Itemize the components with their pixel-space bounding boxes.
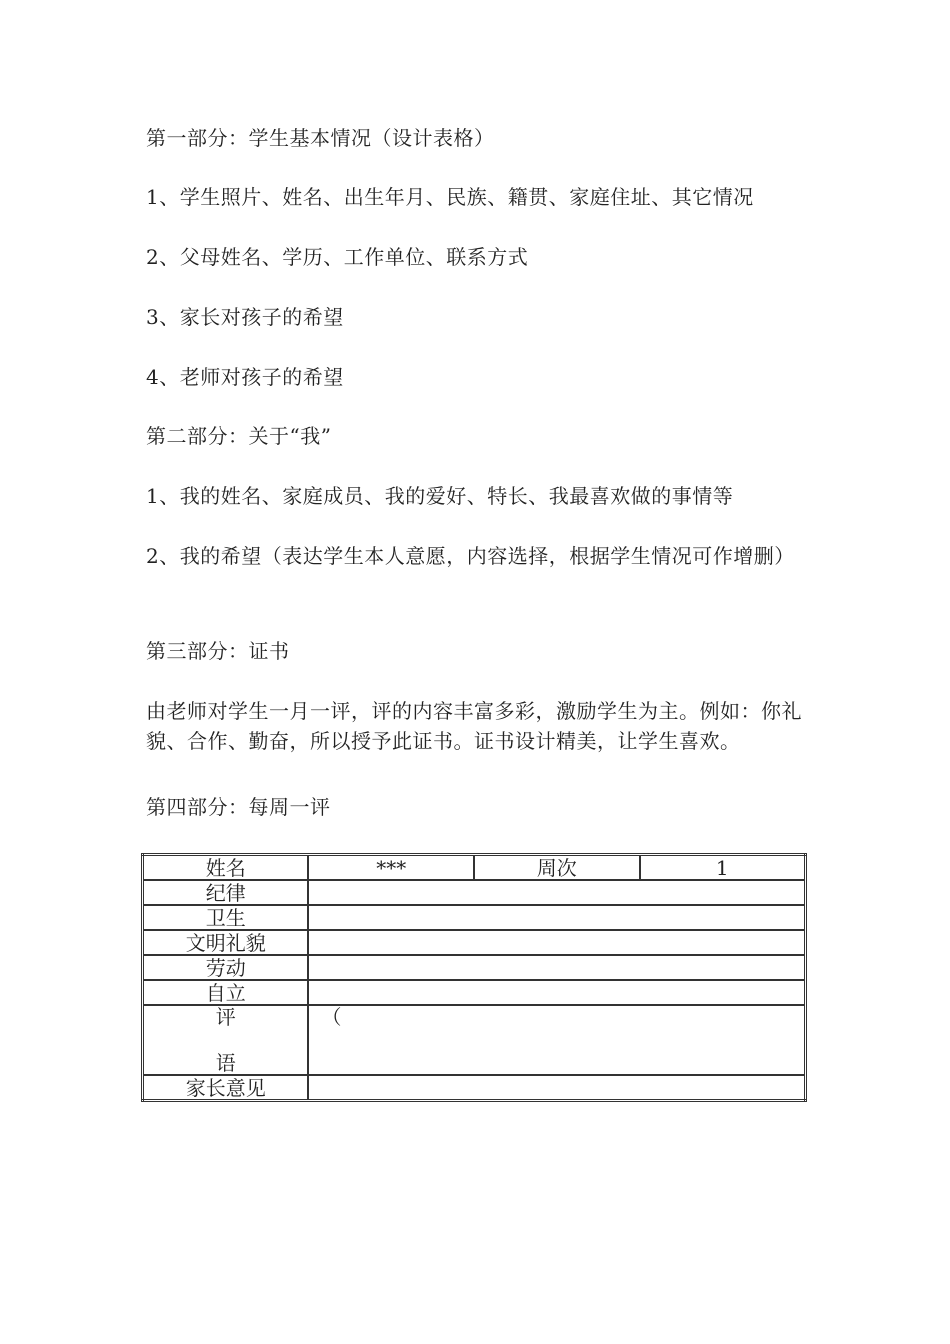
row-value-independence (308, 980, 805, 1005)
row-value-labor (308, 955, 805, 980)
row-label-hygiene: 卫生 (143, 905, 309, 930)
part1-heading: 第一部分：学生基本情况（设计表格） (146, 126, 495, 150)
table-row (143, 955, 806, 980)
week-label: 周次 (474, 855, 639, 881)
row-label-labor: 劳动 (143, 955, 309, 980)
comment-label-bottom: 语 (215, 1051, 236, 1075)
row-value-hygiene (308, 905, 805, 930)
row-label-independence: 自立 (143, 980, 309, 1005)
row-label-discipline: 纪律 (143, 880, 309, 905)
name-value: *** (308, 855, 474, 881)
parent-opinion-value (308, 1075, 805, 1101)
table-row (143, 930, 806, 955)
table-row-comment (143, 1005, 806, 1075)
name-label: 姓名 (143, 855, 309, 881)
comment-label-top: 评 (215, 1005, 236, 1029)
part2-item-1: 1、我的姓名、家庭成员、我的爱好、特长、我最喜欢做的事情等 (146, 484, 734, 508)
part1-item-4: 4、老师对孩子的希望 (146, 365, 344, 389)
comment-label (143, 1005, 309, 1075)
part1-item-3: 3、家长对孩子的希望 (146, 305, 344, 329)
table-row (143, 905, 806, 930)
part2-item-2: 2、我的希望（表达学生本人意愿，内容选择，根据学生情况可作增删） (146, 544, 795, 568)
weekly-evaluation-table (141, 853, 807, 1102)
comment-value: （ (308, 1005, 805, 1075)
table-row (143, 880, 806, 905)
row-value-discipline (308, 880, 805, 905)
part1-item-2: 2、父母姓名、学历、工作单位、联系方式 (146, 245, 529, 269)
table-header-row (143, 855, 806, 881)
part4-heading: 第四部分：每周一评 (146, 795, 331, 819)
week-value: 1 (640, 855, 806, 881)
part1-item-1: 1、学生照片、姓名、出生年月、民族、籍贯、家庭住址、其它情况 (146, 185, 754, 209)
part3-body: 由老师对学生一月一评，评的内容丰富多彩，激励学生为主。例如：你礼貌、合作、勤奋，所以授予此证书。证书设计精美，让学生喜欢。 (146, 699, 802, 753)
part2-heading: 第二部分：关于“我” (146, 424, 332, 448)
table-row (143, 980, 806, 1005)
parent-opinion-label: 家长意见 (143, 1075, 309, 1101)
table-row-parent (143, 1075, 806, 1101)
part3-heading: 第三部分：证书 (146, 639, 290, 663)
row-value-manners (308, 930, 805, 955)
row-label-manners: 文明礼貌 (143, 930, 309, 955)
